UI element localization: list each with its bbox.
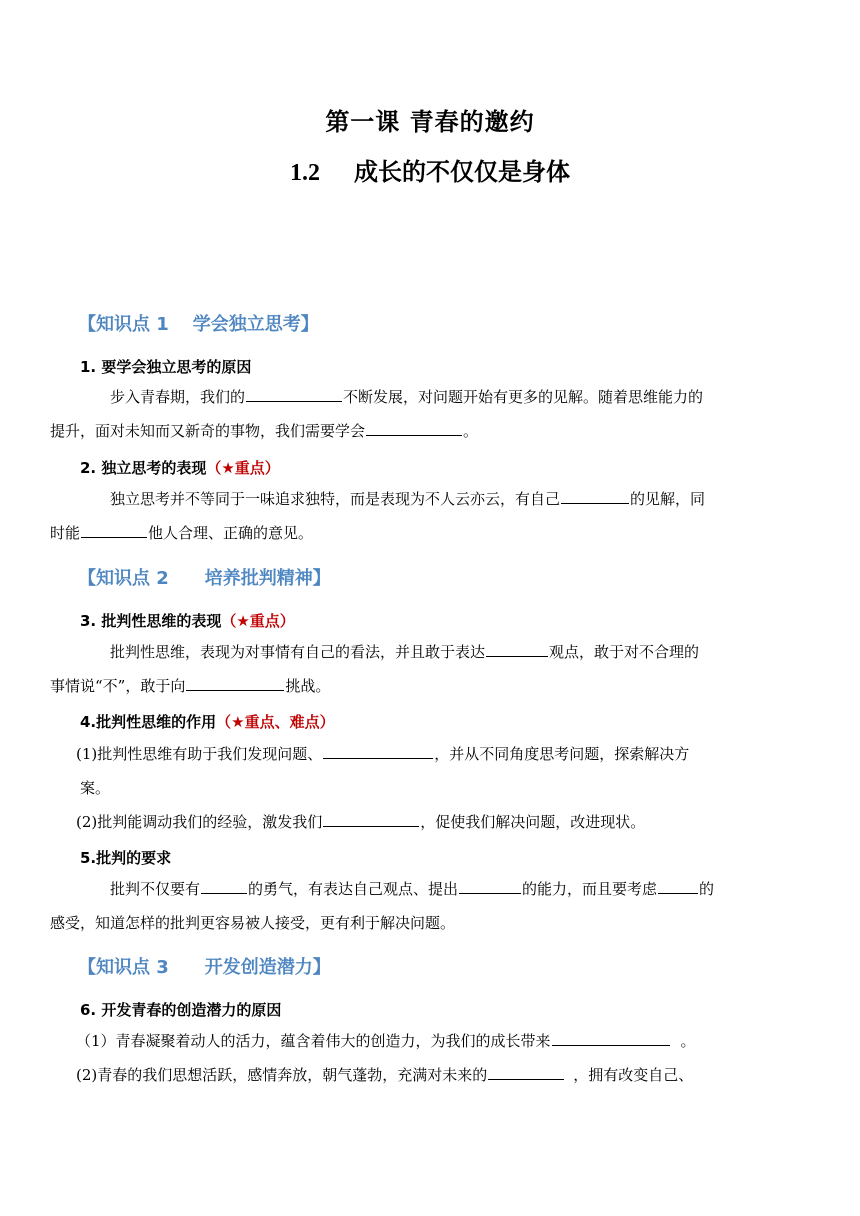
fill-blank[interactable] <box>561 485 629 504</box>
section-name: 成长的不仅仅是身体 <box>354 158 570 186</box>
question-6-heading: 6. 开发青春的创造潜力的原因 <box>80 1001 282 1019</box>
fill-blank[interactable] <box>186 672 284 691</box>
heading-text: 3. 批判性思维的表现 <box>80 612 222 630</box>
text: (1)批判性思维有助于我们发现问题、 <box>76 745 323 763</box>
question-2-heading <box>80 457 280 478</box>
knowledge-point-1-heading <box>78 310 319 336</box>
question-4-body-2 <box>76 805 783 839</box>
fill-blank[interactable] <box>459 875 521 894</box>
text: 他人合理、正确的意见。 <box>148 524 314 542</box>
question-3-heading <box>80 610 295 631</box>
text: 的见解，同 <box>630 490 706 508</box>
kp1-name: 学会独立思考】 <box>192 314 319 335</box>
question-1-body <box>50 380 783 448</box>
fill-blank[interactable] <box>486 638 548 657</box>
text: 的 <box>699 880 715 898</box>
section-number: 1.2 <box>290 160 320 186</box>
fill-blank[interactable] <box>488 1061 564 1080</box>
kp3-name: 开发创造潜力】 <box>204 957 331 978</box>
kp3-label: 【知识点 3 <box>78 957 169 978</box>
heading-text: 2. 独立思考的表现 <box>80 459 207 477</box>
text: 的勇气，有表达自己观点、提出 <box>248 880 459 898</box>
text: 。 <box>680 1032 696 1050</box>
text: ，促使我们解决问题，改进现状。 <box>420 813 646 831</box>
kp1-label: 【知识点 1 <box>78 314 169 335</box>
kp2-name: 培养批判精神】 <box>204 568 331 589</box>
question-5-body <box>50 872 783 940</box>
fill-blank[interactable] <box>201 875 247 894</box>
text: ，并从不同角度思考问题，探索解决方 <box>434 745 690 763</box>
question-1-heading: 1. 要学会独立思考的原因 <box>80 358 252 376</box>
question-5-heading: 5.批判的要求 <box>80 849 172 867</box>
question-4-body-1 <box>76 737 783 805</box>
text: (2)青春的我们思想活跃，感情奔放，朝气蓬勃，充满对未来的 <box>76 1066 488 1084</box>
text: 步入青春期，我们的 <box>110 388 246 406</box>
question-2-body <box>50 482 783 550</box>
key-point-tag: （★重点） <box>221 612 295 630</box>
text: 观点，敢于对不合理的 <box>549 643 700 661</box>
text: 不断发展，对问题开始有更多的见解。随着思维能力的 <box>343 388 704 406</box>
text: 案。 <box>80 779 111 797</box>
question-4-heading <box>80 711 335 732</box>
text: （1）青春凝聚着动人的活力，蕴含着伟大的创造力，为我们的成长带来 <box>76 1032 551 1050</box>
fill-blank[interactable] <box>81 519 147 538</box>
text: 。 <box>463 422 479 440</box>
question-6-body-1 <box>76 1024 783 1058</box>
key-point-tag: （★重点） <box>206 459 280 477</box>
text: 事情说“不”，敢于向 <box>50 677 186 695</box>
text: ，拥有改变自己、 <box>573 1066 694 1084</box>
kp2-label: 【知识点 2 <box>78 568 169 589</box>
fill-blank[interactable] <box>366 417 462 436</box>
fill-blank[interactable] <box>323 808 419 827</box>
question-6-body-2 <box>76 1058 783 1092</box>
text: 批判性思维，表现为对事情有自己的看法，并且敢于表达 <box>110 643 486 661</box>
fill-blank[interactable] <box>658 875 698 894</box>
text: 独立思考并不等同于一味追求独特，而是表现为不人云亦云，有自己 <box>110 490 561 508</box>
text: 的能力，而且要考虑 <box>522 880 658 898</box>
key-point-tag: （★重点、难点） <box>216 713 335 731</box>
question-3-body <box>50 635 783 703</box>
text: 批判不仅要有 <box>110 880 201 898</box>
knowledge-point-2-heading <box>78 564 331 590</box>
text: 感受，知道怎样的批判更容易被人接受，更有利于解决问题。 <box>50 914 456 932</box>
section-title <box>0 152 860 187</box>
fill-blank[interactable] <box>552 1027 670 1046</box>
heading-text: 4.批判性思维的作用 <box>80 713 217 731</box>
fill-blank[interactable] <box>246 383 342 402</box>
knowledge-point-3-heading <box>78 953 331 979</box>
text: (2)批判能调动我们的经验，激发我们 <box>76 813 323 831</box>
text: 提升，面对未知而又新奇的事物，我们需要学会 <box>50 422 366 440</box>
fill-blank[interactable] <box>323 740 433 759</box>
lesson-title: 第一课 青春的邀约 <box>325 108 535 136</box>
text: 时能 <box>50 524 81 542</box>
text: 挑战。 <box>285 677 331 695</box>
